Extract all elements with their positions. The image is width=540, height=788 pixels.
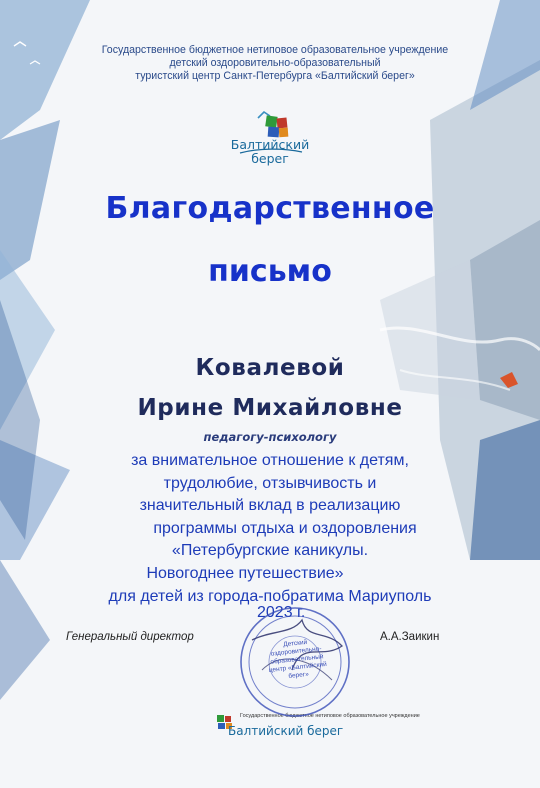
recipient-position: педагогу-психологу [203,430,337,444]
body-line: значительный вклад в реализацию [139,497,401,515]
recipient-surname: Ковалевой [195,355,345,381]
org-line-1: Государственное бюджетное нетиповое образовательное учреждение [101,44,449,56]
logo-text-line-1: Балтийский [230,137,310,152]
body-line: трудолюбие, отзывчивость и [163,474,377,492]
body-line: Новогоднее путешествие» [146,564,344,582]
recipient-given-names: Ирине Михайловне [137,395,403,421]
footer-logo-text: Балтийский берег [228,724,344,738]
signatory-title: Генеральный директор [66,631,194,643]
recipient-name [0,348,540,428]
logo-text-line-2: берег [251,151,289,166]
letter-body [60,450,480,608]
org-line-2: детский оздоровительно-образовательный [169,57,381,69]
body-line: за внимательное отношение к детям, [131,452,409,469]
logo-swoosh [238,144,304,154]
footer-org-text: Государственное бюджетное нетиповое образовательное учреждение [240,713,420,719]
document-title-line-2: письмо [208,254,332,289]
signatory-name: А.А.Заикин [380,631,440,643]
body-line: программы отдыха и оздоровления [153,519,417,537]
logo [230,106,310,176]
body-line: «Петербургские каникулы. [171,542,369,560]
letter-year: 2023 г. [257,604,306,621]
document-title: Благодарственное [105,191,435,226]
organization-header [40,44,510,83]
org-line-3: туристский центр Санкт-Петербурга «Балтийский берег» [135,70,415,82]
body-line: для детей из города-побратима Мариуполь [108,587,432,605]
stamp-center-text: Детский оздоровительно-образовательный центр «Балтийский берег» [268,638,328,680]
